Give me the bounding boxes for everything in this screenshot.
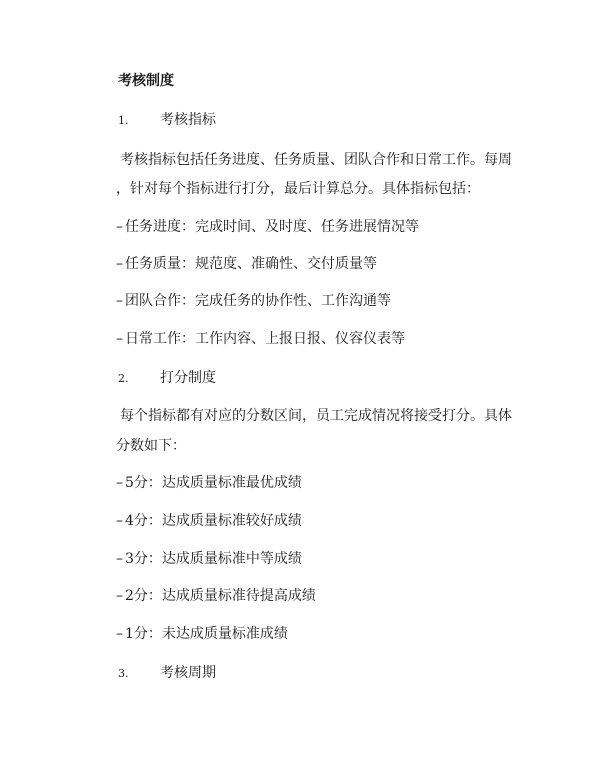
bullet-marker: – — [116, 626, 123, 642]
list-item-text: 任务质量：规范度、准确性、交付质量等 — [125, 256, 377, 272]
section-1-heading: 考核指标 — [160, 112, 216, 128]
list-item-text: 任务进度：完成时间、及时度、任务进展情况等 — [125, 219, 419, 235]
section-1-paragraph-line1: 考核指标包括任务进度、任务质量、团队合作和日常工作。每周 — [120, 152, 512, 168]
list-item — [116, 512, 302, 530]
bullet-marker: – — [116, 475, 123, 491]
section-2-number: 2. — [118, 372, 129, 385]
section-3-heading: 考核周期 — [160, 665, 216, 681]
section-2-paragraph-line1: 每个指标都有对应的分数区间，员工完成情况将接受打分。具体 — [120, 408, 512, 424]
bullet-marker: – — [116, 293, 123, 309]
bullet-marker: – — [116, 513, 123, 529]
list-item-text: 2分：达成质量标准待提高成绩 — [125, 588, 316, 604]
list-item-text: 日常工作：工作内容、上报日报、仪容仪表等 — [125, 331, 405, 347]
section-2-paragraph-line2: 分数如下： — [116, 438, 186, 454]
list-item — [116, 330, 405, 348]
list-item — [116, 587, 316, 605]
list-item — [116, 292, 391, 310]
document-title: 考核制度 — [118, 73, 174, 89]
bullet-marker: – — [116, 331, 123, 347]
list-item-text: 4分：达成质量标准较好成绩 — [125, 513, 302, 529]
bullet-marker: – — [116, 256, 123, 272]
bullet-marker: – — [116, 551, 123, 567]
section-1-number: 1. — [118, 114, 129, 127]
section-1-paragraph-line2: ，针对每个指标进行打分，最后计算总分。具体指标包括： — [116, 181, 480, 197]
list-item-text: 1分：未达成质量标准成绩 — [125, 626, 288, 642]
section-3-number: 3. — [118, 667, 129, 680]
list-item-text: 3分：达成质量标准中等成绩 — [125, 551, 302, 567]
bullet-marker: – — [116, 588, 123, 604]
list-item — [116, 550, 302, 568]
list-item — [116, 625, 288, 643]
list-item-text: 5分：达成质量标准最优成绩 — [125, 475, 302, 491]
list-item — [116, 218, 419, 236]
list-item-text: 团队合作：完成任务的协作性、工作沟通等 — [125, 293, 391, 309]
section-2-heading: 打分制度 — [160, 370, 216, 386]
list-item — [116, 474, 302, 492]
bullet-marker: – — [116, 219, 123, 235]
list-item — [116, 255, 377, 273]
